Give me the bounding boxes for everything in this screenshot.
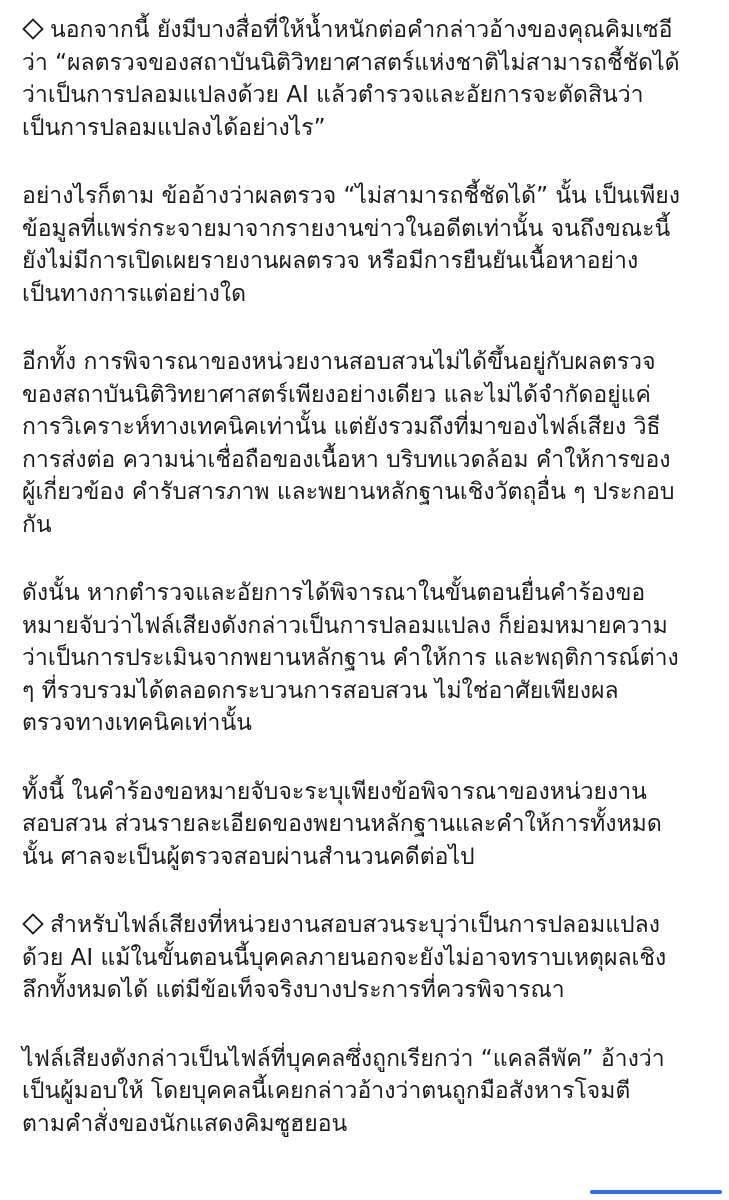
line-text: นอกจากนี้ ยังมีบางสื่อที่ให้น้ำหนักต่อคำกล่าวอ้างของคุณคิมเซอี <box>50 17 673 43</box>
line-text: ว่าเป็นการปลอมแปลงด้วย AI แล้วตำรวจและอัยการจะตัดสินว่า <box>22 82 644 108</box>
text-line <box>22 577 707 610</box>
text-line <box>22 476 707 509</box>
text-line <box>22 675 707 708</box>
text-line <box>22 79 707 112</box>
text-line <box>22 610 707 643</box>
text-line <box>22 245 707 278</box>
line-text: ลึกทั้งหมดได้ แต่มีข้อเท็จจริงบางประการที่ควรพิจารณา <box>22 977 565 1003</box>
line-text: กัน <box>22 511 52 538</box>
line-text: สำหรับไฟล์เสียงที่หน่วยงานสอบสวนระบุว่าเป็นการปลอมแปลง <box>50 912 660 938</box>
line-text: หมายจับว่าไฟล์เสียงดังกล่าวเป็นการปลอมแปลง ก็ย่อมหมายความ <box>22 612 668 639</box>
text-line <box>22 14 707 47</box>
home-indicator <box>590 1190 722 1194</box>
line-text: อย่างไรก็ตาม ข้ออ้างว่าผลตรวจ “ไม่สามารถชี้ชัดได้” นั้น เป็นเพียง <box>22 183 681 209</box>
line-text: ดังนั้น หากตำรวจและอัยการได้พิจารณาในขั้นตอนยื่นคำร้องขอ <box>22 580 646 606</box>
line-text: ยังไม่มีการเปิดเผยรายงานผลตรวจ หรือมีการยืนยันเนื้อหาอย่าง <box>22 248 639 274</box>
text-line <box>22 776 707 809</box>
text-line <box>22 47 707 80</box>
line-text: ว่า “ผลตรวจของสถาบันนิติวิทยาศาสตร์แห่งชาติไม่สามารถชี้ชัดได้ <box>22 49 680 76</box>
paragraph <box>22 346 707 541</box>
line-text: อีกทั้ง การพิจารณาของหน่วยงานสอบสวนไม่ได้ขึ้นอยู่กับผลตรวจ <box>22 349 656 375</box>
line-text: การวิเคราะห์ทางเทคนิคเท่านั้น แต่ยังรวมถึงที่มาของไฟล์เสียง วิธี <box>22 414 661 440</box>
paragraph <box>22 776 707 874</box>
text-line <box>22 379 707 412</box>
line-text: ๆ ที่รวบรวมได้ตลอดกระบวนการสอบสวน ไม่ใช่อาศัยเพียงผล <box>22 677 619 704</box>
line-text: การส่งต่อ ความน่าเชื่อถือของเนื้อหา บริบทแวดล้อม คำให้การของ <box>22 446 671 473</box>
paragraph <box>22 1043 707 1141</box>
line-text: นั้น ศาลจะเป็นผู้ตรวจสอบผ่านสำนวนคดีต่อไป <box>22 843 475 870</box>
text-line <box>22 112 707 145</box>
line-text: ไฟล์เสียงดังกล่าวเป็นไฟล์ที่บุคคลซึ่งถูกเรียกว่า “แคลลีพัค” อ้างว่า <box>22 1045 665 1072</box>
text-line <box>22 213 707 246</box>
text-line <box>22 180 707 213</box>
line-text: ตามคำสั่งของนักแสดงคิมซูฮยอน <box>22 1110 348 1137</box>
line-text: ทั้งนี้ ในคำร้องขอหมายจับจะระบุเพียงข้อพิจารณาของหน่วยงาน <box>22 778 647 805</box>
text-line <box>22 808 707 841</box>
text-line <box>22 346 707 379</box>
line-text: เป็นการปลอมแปลงได้อย่างไร” <box>22 114 326 141</box>
line-text: เป็นทางการแต่อย่างใด <box>22 280 247 307</box>
diamond-outline-icon <box>22 18 44 40</box>
paragraph <box>22 577 707 740</box>
text-line <box>22 411 707 444</box>
line-text: เป็นผู้มอบให้ โดยบุคคลนี้เคยกล่าวอ้างว่าตนถูกมือสังหารโจมตี <box>22 1078 631 1104</box>
line-text: ว่าเป็นการประเมินจากพยานหลักฐาน คำให้การ และพฤติการณ์ต่าง <box>22 645 679 671</box>
text-line <box>22 942 707 975</box>
text-line <box>22 1075 707 1108</box>
line-text: ผู้เกี่ยวข้อง คำรับสารภาพ และพยานหลักฐานเชิงวัตถุอื่น ๆ ประกอบ <box>22 479 675 505</box>
text-line <box>22 974 707 1007</box>
text-line <box>22 707 707 740</box>
line-text: ตรวจทางเทคนิคเท่านั้น <box>22 710 252 736</box>
text-line <box>22 509 707 542</box>
paragraph <box>22 909 707 1007</box>
text-line <box>22 278 707 311</box>
text-line <box>22 841 707 874</box>
text-line <box>22 1043 707 1076</box>
text-line <box>22 909 707 942</box>
line-text: ของสถาบันนิติวิทยาศาสตร์เพียงอย่างเดียว และไม่ได้จำกัดอยู่แค่ <box>22 381 651 408</box>
text-line <box>22 444 707 477</box>
text-line <box>22 642 707 675</box>
line-text: สอบสวน ส่วนรายละเอียดของพยานหลักฐานและคำให้การทั้งหมด <box>22 811 662 837</box>
line-text: ด้วย AI แม้ในขั้นตอนนี้บุคคลภายนอกจะยังไม่อาจทราบเหตุผลเชิง <box>22 944 667 971</box>
diamond-outline-icon <box>22 913 44 935</box>
paragraph <box>22 14 707 144</box>
text-line <box>22 1108 707 1141</box>
line-text: ข้อมูลที่แพร่กระจายมาจากรายงานข่าวในอดีตเท่านั้น จนถึงขณะนี้ <box>22 215 671 242</box>
paragraph <box>22 180 707 310</box>
